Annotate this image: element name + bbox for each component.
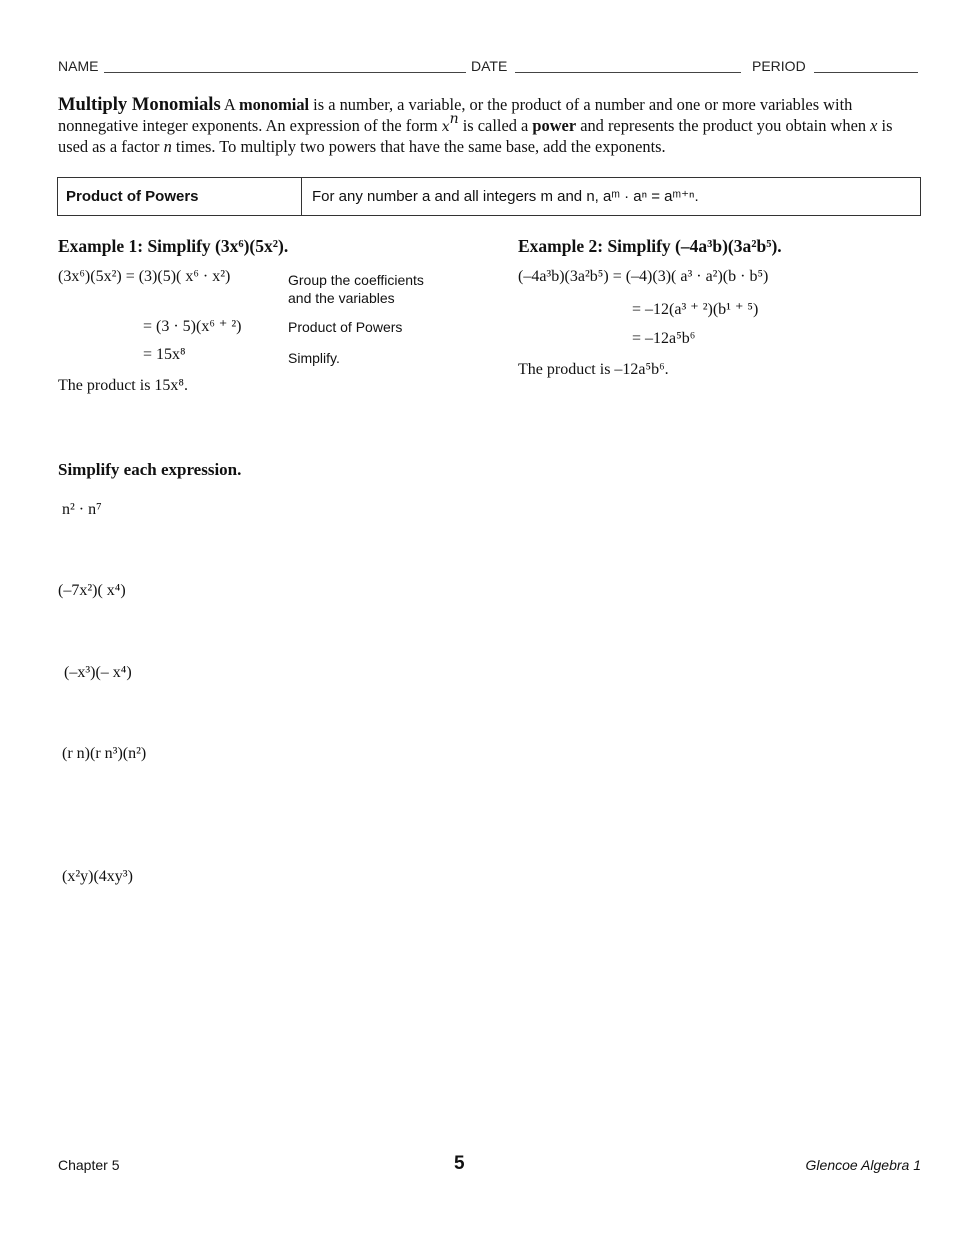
problem-1: n² · n⁷ xyxy=(62,501,102,518)
name-blank[interactable] xyxy=(104,72,466,73)
intro-text: is a number, a variable, or the product of a number and one or more variables with nonnegative integer exponents. An expression of the form xyxy=(58,95,853,135)
intro-paragraph xyxy=(58,95,920,158)
date-blank[interactable] xyxy=(515,72,741,73)
problem-3: (–x³)(– x⁴) xyxy=(64,664,132,681)
var-x: x xyxy=(870,115,878,135)
example1-note-2: Product of Powers xyxy=(288,319,403,335)
intro-text: and represents the product you obtain when xyxy=(576,115,871,135)
example2-title: Example 2: Simplify (–4a³b)(3a²b⁵). xyxy=(518,236,782,256)
example1-note-3: Simplify. xyxy=(288,350,340,366)
footer-book: Glencoe Algebra 1 xyxy=(805,1157,921,1173)
form-exponent: n xyxy=(449,111,459,128)
example2-step-1: (–4a³b)(3a²b⁵) = (–4)(3)( a³ · a²)(b · b⁵) xyxy=(518,268,769,285)
rule-box xyxy=(57,177,921,216)
name-label: NAME xyxy=(58,58,99,74)
problem-5: (x²y)(4xy³) xyxy=(62,868,133,885)
example2-conclusion: The product is –12a⁵b⁶. xyxy=(518,361,669,378)
example2-step-3: = –12a⁵b⁶ xyxy=(632,330,696,347)
date-label: DATE xyxy=(471,58,508,74)
intro-text: is called a xyxy=(458,115,533,135)
var-n: n xyxy=(163,137,172,156)
example1-step-3: = 15x⁸ xyxy=(143,346,186,363)
problem-2: (–7x²)( x⁴) xyxy=(58,582,126,599)
page-number: 5 xyxy=(454,1153,465,1174)
rule-description: For any number a and all integers m and n, aᵐ · aⁿ = aᵐ⁺ⁿ. xyxy=(312,188,699,205)
period-blank[interactable] xyxy=(814,72,918,73)
intro-text: times. To multiply two powers that have the same base, add the exponents. xyxy=(171,137,666,156)
example2-step-2: = –12(a³ ⁺ ²)(b¹ ⁺ ⁵) xyxy=(632,301,759,318)
term-power: power xyxy=(532,115,577,135)
footer-chapter: Chapter 5 xyxy=(58,1157,120,1173)
example1-title: Example 1: Simplify (3x⁶)(5x²). xyxy=(58,236,289,256)
example1-note-1: Group the coefficients and the variables xyxy=(288,272,424,306)
problem-4: (r n)(r n³)(n²) xyxy=(62,745,147,762)
form-base: x xyxy=(441,118,450,135)
exercises-heading: Simplify each expression. xyxy=(58,460,242,479)
period-label: PERIOD xyxy=(752,58,806,74)
section-title: Multiply Monomials xyxy=(58,94,221,115)
example1-step-2: = (3 · 5)(x⁶ ⁺ ²) xyxy=(143,318,242,335)
rule-name: Product of Powers xyxy=(58,178,302,215)
intro-text: A xyxy=(220,95,239,114)
example1-step-1: (3x⁶)(5x²) = (3)(5)( x⁶ · x²) xyxy=(58,268,231,285)
term-monomial: monomial xyxy=(238,95,310,114)
intro-text: is used as a factor xyxy=(58,115,893,156)
example1-conclusion: The product is 15x⁸. xyxy=(58,377,188,394)
